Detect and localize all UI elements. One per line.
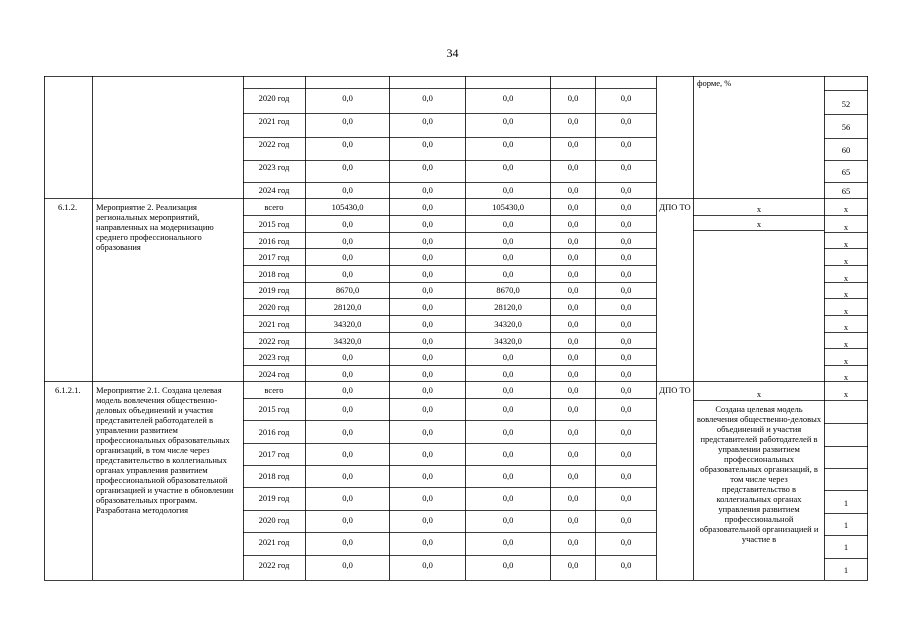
value-cell: 0,0: [342, 404, 353, 414]
value-cell: 0,0: [567, 449, 579, 459]
year-cell: 2020 год: [258, 302, 290, 312]
value-cell: 0,0: [342, 537, 353, 547]
year-cell: 2018 год: [258, 471, 290, 481]
value-cell: 0,0: [422, 352, 433, 362]
page-number: 34: [446, 46, 459, 60]
year-cell: 2018 год: [258, 269, 290, 279]
value-cell: 0,0: [502, 404, 514, 414]
value-cell: 0,0: [342, 139, 353, 149]
value-cell: 0,0: [567, 185, 579, 195]
value-cell: 0,0: [342, 116, 353, 126]
year-cell: 2022 год: [258, 139, 290, 149]
value-cell: 0,0: [422, 385, 433, 395]
value-cell: 0,0: [567, 560, 579, 570]
item-name: Мероприятие 2.1. Создана целевая модель вовлечения общественно-деловых объединений и участия представителей работодателей в управлении развитием профессиональных образовательных организаций, в том числе через представительство в коллегиальных органах управления развитием профессиональной образовательной организацией и участие в обновлении образовательных программ. Разработана методология: [96, 385, 234, 515]
value-cell: 0,0: [342, 560, 353, 570]
value-cell: 0,0: [342, 236, 353, 246]
value-cell: 0,0: [502, 537, 514, 547]
value-cell: 0,0: [422, 185, 433, 195]
year-cell: 2015 год: [258, 219, 290, 229]
value-cell: 0,0: [422, 252, 433, 262]
value-cell: 0,0: [342, 449, 353, 459]
year-cell: 2023 год: [258, 352, 290, 362]
value-cell: 0,0: [422, 427, 433, 437]
value-cell: 34320,0: [494, 336, 522, 346]
value-cell: 0,0: [502, 427, 514, 437]
value-cell: 8670,0: [496, 285, 520, 295]
value-cell: 0,0: [422, 404, 433, 414]
value-cell: 0,0: [620, 185, 632, 195]
value-cell: 0,0: [422, 336, 433, 346]
value-cell: 0,0: [567, 319, 579, 329]
value-cell: 0,0: [422, 202, 433, 212]
value-cell: 0,0: [567, 285, 579, 295]
target-cell: 65: [841, 186, 851, 196]
value-cell: 0,0: [620, 449, 632, 459]
value-cell: 0,0: [502, 515, 514, 525]
year-cell: 2019 год: [258, 493, 290, 503]
year-cell: 2021 год: [258, 319, 290, 329]
value-cell: 0,0: [342, 269, 353, 279]
target-cell: х: [843, 322, 849, 332]
target-cell: 1: [843, 542, 849, 552]
value-cell: 0,0: [502, 493, 514, 503]
value-cell: 0,0: [422, 116, 433, 126]
value-cell: 0,0: [620, 302, 632, 312]
target-cell: 1: [843, 520, 849, 530]
indicator-text-top: форме, %: [697, 78, 732, 88]
value-cell: 0,0: [567, 336, 579, 346]
value-cell: 0,0: [422, 515, 433, 525]
value-cell: 0,0: [502, 385, 514, 395]
value-cell: 0,0: [422, 269, 433, 279]
value-cell: 0,0: [422, 302, 433, 312]
value-cell: 0,0: [342, 219, 353, 229]
value-cell: 0,0: [422, 449, 433, 459]
year-cell: 2024 год: [258, 185, 290, 195]
year-cell: 2019 год: [258, 285, 290, 295]
target-cell: х: [843, 204, 849, 214]
year-cell: 2016 год: [258, 236, 290, 246]
value-cell: 0,0: [502, 185, 514, 195]
value-cell: 0,0: [620, 427, 632, 437]
year-cell: 2020 год: [258, 515, 290, 525]
indicator-cell: х: [756, 204, 762, 214]
value-cell: 0,0: [342, 471, 353, 481]
value-cell: 0,0: [567, 269, 579, 279]
value-cell: 0,0: [567, 404, 579, 414]
target-cell: 60: [841, 145, 851, 155]
value-cell: 0,0: [422, 285, 433, 295]
value-cell: 0,0: [342, 185, 353, 195]
value-cell: 0,0: [620, 116, 632, 126]
value-cell: 0,0: [567, 93, 579, 103]
value-cell: 0,0: [502, 162, 514, 172]
value-cell: 0,0: [502, 471, 514, 481]
value-cell: 0,0: [620, 285, 632, 295]
value-cell: 0,0: [620, 515, 632, 525]
value-cell: 0,0: [502, 116, 514, 126]
year-cell: 2016 год: [258, 427, 290, 437]
value-cell: 0,0: [502, 219, 514, 229]
target-cell: х: [843, 239, 849, 249]
value-cell: 0,0: [620, 162, 632, 172]
target-cell: х: [843, 339, 849, 349]
value-cell: 0,0: [567, 116, 579, 126]
value-cell: 0,0: [342, 369, 353, 379]
value-cell: 0,0: [620, 93, 632, 103]
value-cell: 0,0: [620, 352, 632, 362]
target-cell: 1: [843, 565, 849, 575]
year-cell: всего: [264, 385, 284, 395]
value-cell: 0,0: [502, 449, 514, 459]
target-cell: 52: [841, 99, 851, 109]
value-cell: 0,0: [567, 427, 579, 437]
value-cell: 0,0: [567, 352, 579, 362]
value-cell: 0,0: [620, 404, 632, 414]
value-cell: 0,0: [342, 427, 353, 437]
value-cell: 0,0: [502, 252, 514, 262]
year-cell: 2017 год: [258, 252, 290, 262]
value-cell: 0,0: [620, 252, 632, 262]
value-cell: 0,0: [620, 219, 632, 229]
value-cell: 0,0: [567, 162, 579, 172]
value-cell: 0,0: [567, 302, 579, 312]
item-name: Мероприятие 2. Реализация региональных мероприятий, направленных на модернизацию среднего профессионального образования: [96, 202, 214, 252]
target-cell: 65: [841, 167, 851, 177]
value-cell: 0,0: [422, 319, 433, 329]
value-cell: 0,0: [620, 471, 632, 481]
indicator-cell: х: [756, 219, 762, 229]
target-cell: х: [843, 222, 849, 232]
value-cell: 0,0: [620, 269, 632, 279]
executor: ДПО ТО: [659, 385, 691, 395]
indicator-text: Создана целевая модель вовлечения общественно-деловых объединений и участия представителей работодателей в управлении развитием профессиональных образовательных организаций, в том числе через представительство в коллегиальных органах управления развитием профессиональной образовательной организацией и участие в: [696, 404, 822, 544]
value-cell: 105430,0: [331, 202, 364, 212]
value-cell: 0,0: [620, 385, 632, 395]
value-cell: 0,0: [620, 493, 632, 503]
value-cell: 0,0: [422, 471, 433, 481]
value-cell: 34320,0: [333, 336, 362, 346]
value-cell: 0,0: [567, 515, 579, 525]
value-cell: 0,0: [502, 236, 514, 246]
value-cell: 0,0: [567, 236, 579, 246]
value-cell: 0,0: [342, 493, 353, 503]
value-cell: 34320,0: [333, 319, 362, 329]
value-cell: 0,0: [567, 369, 579, 379]
value-cell: 0,0: [502, 369, 514, 379]
year-cell: 2022 год: [258, 336, 290, 346]
value-cell: 8670,0: [335, 285, 360, 295]
value-cell: 0,0: [620, 336, 632, 346]
value-cell: 0,0: [342, 252, 353, 262]
executor: ДПО ТО: [659, 202, 691, 212]
year-cell: 2022 год: [258, 560, 290, 570]
item-number: 6.1.2.: [58, 202, 78, 212]
value-cell: 0,0: [620, 560, 632, 570]
value-cell: 0,0: [342, 93, 353, 103]
value-cell: 0,0: [422, 537, 433, 547]
value-cell: 0,0: [422, 560, 433, 570]
year-cell: всего: [264, 202, 284, 212]
value-cell: 0,0: [567, 493, 579, 503]
value-cell: 0,0: [342, 352, 353, 362]
value-cell: 0,0: [422, 139, 433, 149]
value-cell: 0,0: [502, 269, 514, 279]
value-cell: 34320,0: [494, 319, 522, 329]
value-cell: 0,0: [620, 202, 632, 212]
year-cell: 2017 год: [258, 449, 290, 459]
value-cell: 0,0: [422, 236, 433, 246]
value-cell: 0,0: [342, 162, 353, 172]
value-cell: 0,0: [502, 139, 514, 149]
value-cell: 0,0: [502, 352, 514, 362]
target-cell: х: [843, 289, 849, 299]
target-cell: 56: [841, 122, 851, 132]
value-cell: 0,0: [567, 219, 579, 229]
value-cell: 105430,0: [492, 202, 524, 212]
item-number: 6.1.2.1.: [55, 385, 81, 395]
target-cell: х: [843, 256, 849, 266]
value-cell: 0,0: [502, 93, 514, 103]
value-cell: 0,0: [620, 369, 632, 379]
value-cell: 0,0: [567, 537, 579, 547]
year-cell: 2023 год: [258, 162, 290, 172]
value-cell: 0,0: [422, 369, 433, 379]
year-cell: 2020 год: [258, 93, 290, 103]
target-cell: х: [843, 273, 849, 283]
value-cell: 0,0: [342, 385, 353, 395]
target-cell: х: [843, 356, 849, 366]
target-cell: х: [843, 372, 849, 382]
value-cell: 0,0: [422, 162, 433, 172]
value-cell: 0,0: [567, 385, 579, 395]
value-cell: 28120,0: [333, 302, 362, 312]
target-cell: 1: [843, 498, 849, 508]
value-cell: 0,0: [620, 537, 632, 547]
year-cell: 2015 год: [258, 404, 290, 414]
value-cell: 0,0: [620, 236, 632, 246]
indicator-cell: х: [756, 389, 762, 399]
year-cell: 2021 год: [258, 116, 290, 126]
value-cell: 28120,0: [494, 302, 522, 312]
year-cell: 2024 год: [258, 369, 290, 379]
value-cell: 0,0: [567, 471, 579, 481]
value-cell: 0,0: [422, 219, 433, 229]
value-cell: 0,0: [620, 139, 632, 149]
target-cell: х: [843, 389, 849, 399]
value-cell: 0,0: [422, 93, 433, 103]
value-cell: 0,0: [567, 139, 579, 149]
value-cell: 0,0: [567, 202, 579, 212]
value-cell: 0,0: [422, 493, 433, 503]
value-cell: 0,0: [620, 319, 632, 329]
year-cell: 2021 год: [258, 537, 290, 547]
value-cell: 0,0: [342, 515, 353, 525]
value-cell: 0,0: [567, 252, 579, 262]
value-cell: 0,0: [502, 560, 514, 570]
target-cell: х: [843, 306, 849, 316]
